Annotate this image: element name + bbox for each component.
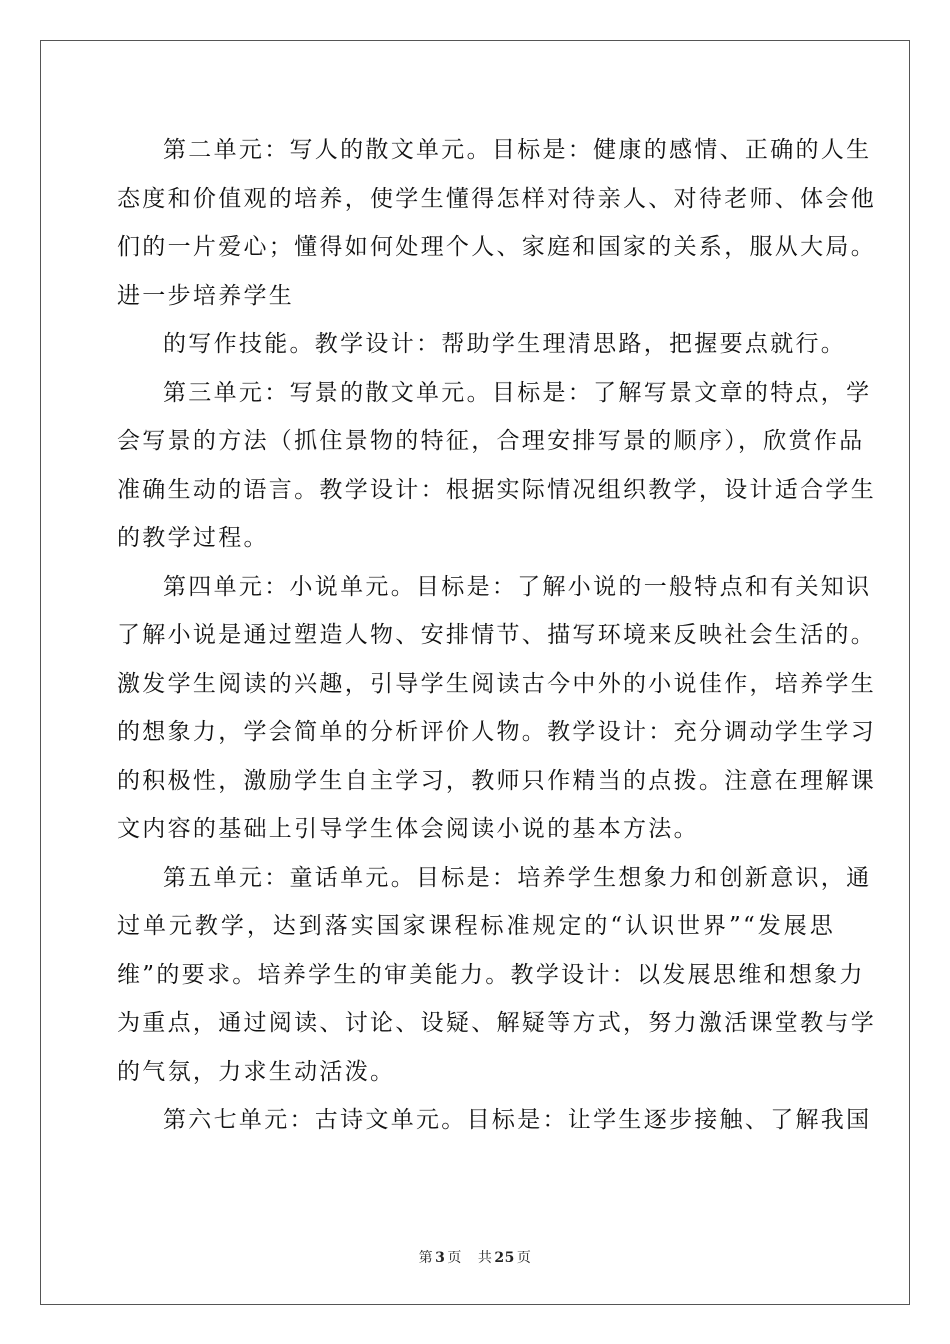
total-label-prefix: 共	[477, 1250, 493, 1266]
paragraph-line: 的积极性，激励学生自主学习，教师只作精当的点拨。注意在理解课	[117, 767, 876, 794]
total-label-suffix: 页	[516, 1250, 532, 1266]
paragraph-line: 会写景的方法（抓住景物的特征，合理安排写景的顺序），欣赏作品	[117, 428, 865, 454]
paragraph-line: 过单元教学，达到落实国家课程标准规定的“认识世界”“发展思	[117, 913, 835, 939]
paragraph-line: 的想象力，学会简单的分析评价人物。教学设计：充分调动学生学习	[117, 719, 876, 745]
paragraph-line: 态度和价值观的培养，使学生懂得怎样对待亲人、对待老师、体会他	[117, 185, 876, 212]
paragraph-line: 准确生动的语言。教学设计：根据实际情况组织教学，设计适合学生	[117, 476, 876, 503]
paragraph-line: 文内容的基础上引导学生体会阅读小说的基本方法。	[117, 816, 699, 842]
paragraph-line: 第六七单元：古诗文单元。目标是：让学生逐步接触、了解我国	[163, 1107, 872, 1133]
paragraph-line: 的气氛，力求生动活泼。	[117, 1058, 396, 1085]
paragraph-line: 了解小说是通过塑造人物、安排情节、描写环境来反映社会生活的。	[117, 622, 876, 648]
paragraph-line: 第三单元：写景的散文单元。目标是：了解写景文章的特点，学	[163, 379, 872, 406]
paragraph-line: 们的一片爱心；懂得如何处理个人、家庭和国家的关系，服从大局。	[117, 234, 876, 260]
document-body	[117, 126, 876, 1145]
paragraph-line: 为重点，通过阅读、讨论、设疑、解疑等方式，努力激活课堂教与学	[117, 1010, 876, 1036]
page-footer	[0, 1247, 950, 1267]
paragraph-line: 第四单元：小说单元。目标是：了解小说的一般特点和有关知识	[163, 573, 872, 600]
paragraph-line: 的教学过程。	[117, 525, 269, 551]
paragraph-line: 激发学生阅读的兴趣，引导学生阅读古今中外的小说佳作，培养学生	[117, 670, 876, 697]
page-label-prefix: 第	[418, 1250, 434, 1266]
paragraph-line: 维”的要求。培养学生的审美能力。教学设计：以发展思维和想象力	[117, 961, 865, 988]
paragraph-line: 第五单元：童话单元。目标是：培养学生想象力和创新意识，通	[163, 864, 872, 891]
total-pages: 25	[494, 1250, 515, 1266]
page-label-suffix: 页	[447, 1250, 462, 1266]
paragraph-line: 第二单元：写人的散文单元。目标是：健康的感情、正确的人生	[163, 137, 872, 163]
paragraph-line: 进一步培养学生	[117, 282, 295, 309]
page-number: 3	[435, 1250, 446, 1266]
paragraph-line: 的写作技能。教学设计：帮助学生理清思路，把握要点就行。	[163, 331, 847, 357]
